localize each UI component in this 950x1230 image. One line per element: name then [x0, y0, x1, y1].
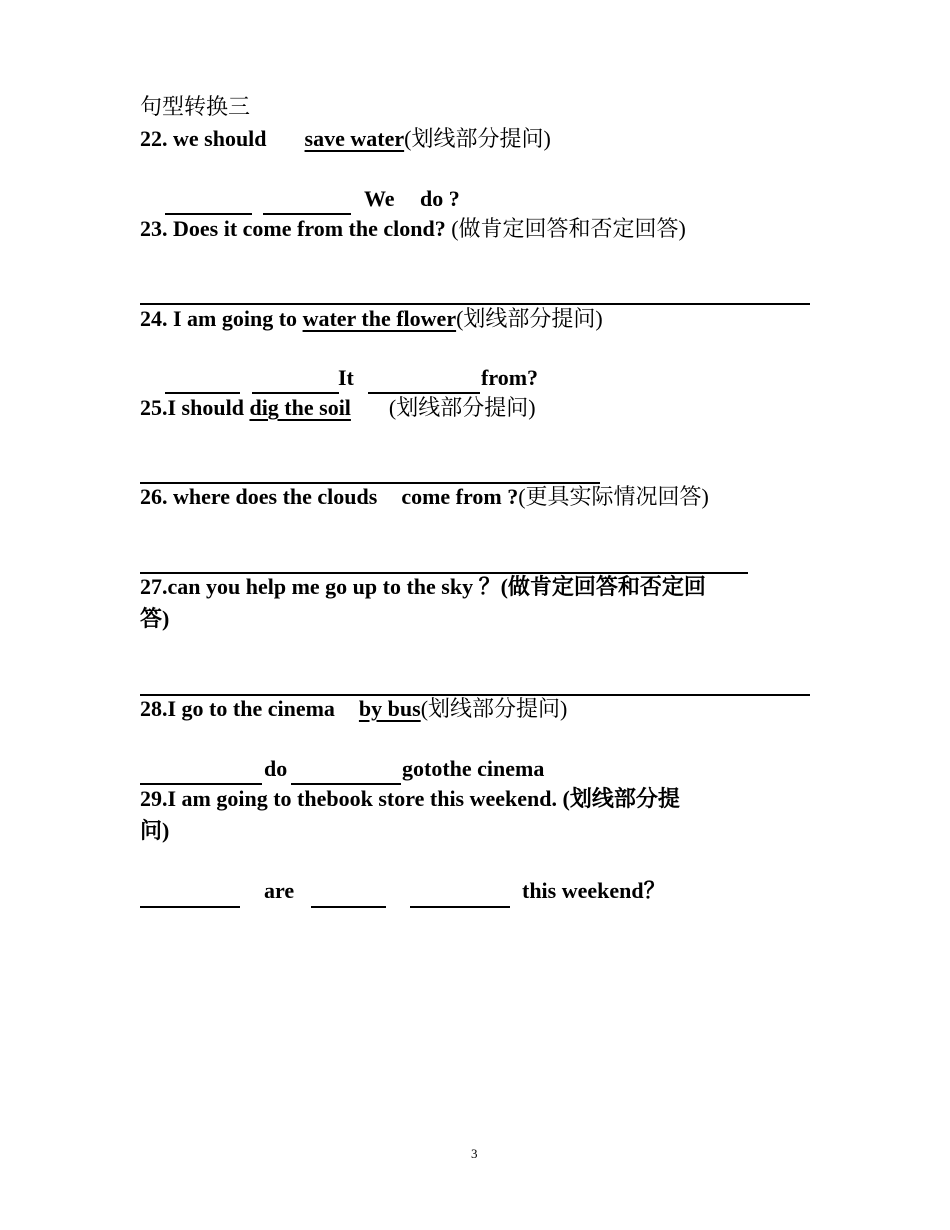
blank-24-1[interactable] [165, 392, 240, 394]
answer-24-word-2: from? [481, 365, 539, 390]
question-23-note: (做肯定回答和否定回答) [451, 216, 686, 241]
blank-29-1[interactable] [140, 906, 240, 908]
blank-29-2[interactable] [311, 906, 386, 908]
question-25-note: (划线部分提问) [388, 395, 536, 420]
answer-28-word-2: gotothe cinema [402, 756, 545, 781]
question-27-line-2: 答) [140, 606, 170, 631]
question-25 [140, 395, 536, 421]
question-28 [140, 696, 567, 722]
blank-24-2[interactable] [252, 392, 339, 394]
question-27-line-1: 27.can you help me go up to the sky ？(做肯定回答和否定回 [140, 574, 706, 599]
answer-24-word-1: It [338, 365, 354, 390]
answer-22-word-1: We [364, 186, 395, 211]
question-24-note: (划线部分提问) [456, 306, 603, 331]
answer-28-word-1: do [264, 756, 288, 781]
question-28-underlined: by bus [358, 696, 421, 721]
question-24-text: 24. I am going to [140, 306, 298, 331]
blank-22-2[interactable] [263, 213, 351, 215]
question-25-underlined: dig the soil [249, 395, 351, 420]
question-28-text: 28.I go to the cinema [140, 696, 335, 721]
question-29-line-1: 29.I am going to thebook store this weekend. (划线部分提 [140, 786, 680, 811]
question-24 [140, 306, 603, 332]
question-23-text: 23. Does it come from the clond? [140, 216, 446, 241]
question-29-line-2: 问) [140, 818, 170, 843]
question-22 [140, 126, 551, 152]
question-22-note: (划线部分提问) [404, 126, 551, 151]
answer-29-word-2: this weekend？ [522, 878, 666, 903]
question-25-text: 25.I should [140, 395, 244, 420]
section-heading: 句型转换三 [140, 94, 251, 119]
question-24-underlined: water the flower [302, 306, 457, 331]
question-26-note: (更具实际情况回答) [518, 484, 709, 509]
question-26-text-2: come from ? [401, 484, 519, 509]
question-26-text: 26. where does the clouds [140, 484, 378, 509]
question-22-underlined: save water [304, 126, 405, 151]
answer-line-23[interactable] [140, 303, 810, 305]
answer-22-word-2: do ? [420, 186, 460, 211]
blank-22-1[interactable] [165, 213, 252, 215]
blank-28-2[interactable] [291, 783, 401, 785]
question-23 [140, 216, 686, 242]
question-28-note: (划线部分提问) [420, 696, 568, 721]
question-22-text: 22. we should [140, 126, 267, 151]
blank-28-1[interactable] [140, 783, 262, 785]
answer-29-word-1: are [264, 878, 295, 903]
blank-24-3[interactable] [368, 392, 480, 394]
blank-29-3[interactable] [410, 906, 510, 908]
question-26 [140, 484, 709, 510]
page-number: 3 [471, 1146, 478, 1161]
